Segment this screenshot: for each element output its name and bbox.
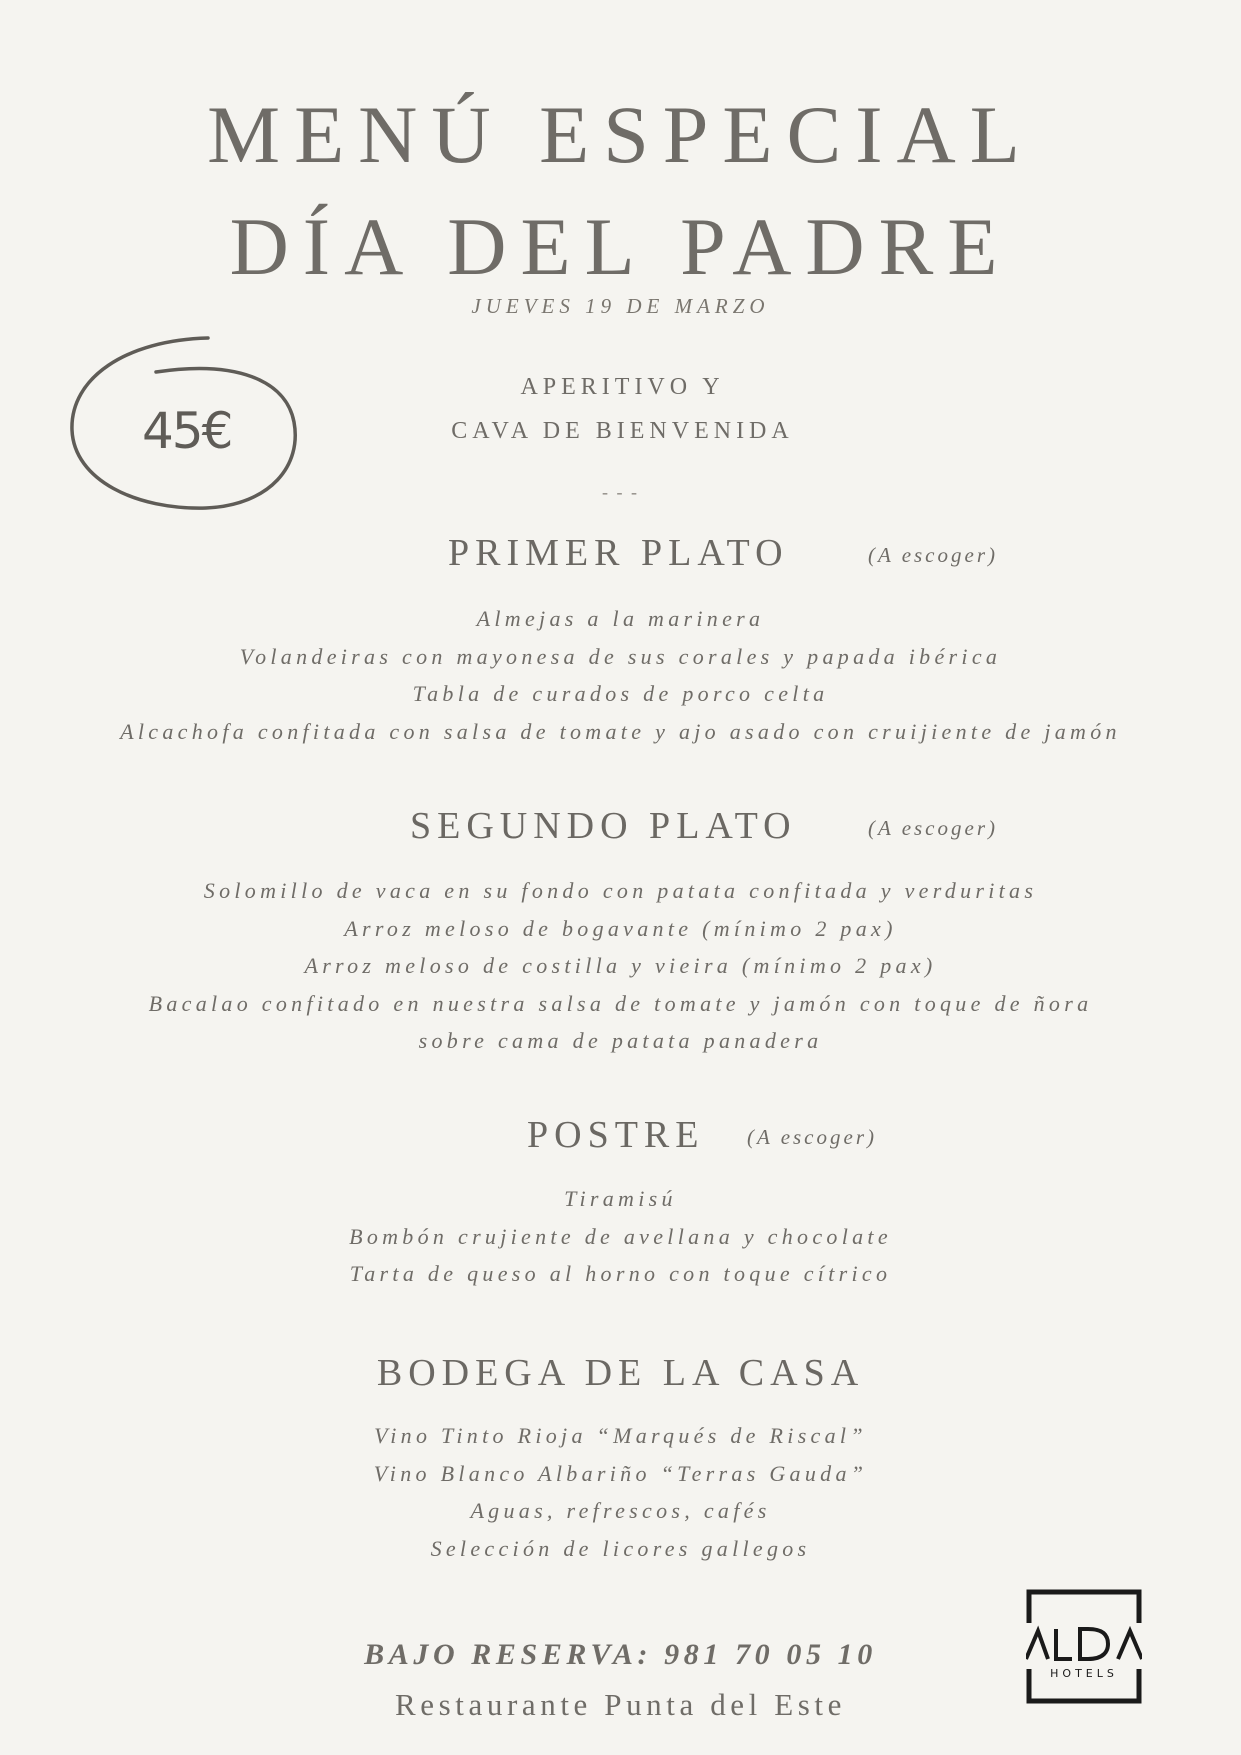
list-item: Arroz meloso de bogavante (mínimo 2 pax) bbox=[344, 915, 897, 941]
list-item: Bacalao confitado en nuestra salsa de tomate y jamón con toque de ñora bbox=[148, 990, 1093, 1016]
logo-subtitle: HOTELS bbox=[1050, 1667, 1118, 1680]
list-item: Vino Blanco Albariño “Terras Gauda” bbox=[373, 1460, 868, 1486]
postre-heading: POSTRE bbox=[527, 1114, 705, 1156]
list-item: Volandeiras con mayonesa de sus corales y papada ibérica bbox=[239, 643, 1002, 669]
list-item: Almejas a la marinera bbox=[476, 606, 765, 631]
reservation-phone: BAJO RESERVA: 981 70 05 10 bbox=[364, 1638, 877, 1671]
primer-plato-heading: PRIMER PLATO bbox=[448, 532, 789, 574]
alda-hotels-logo bbox=[1026, 1589, 1142, 1704]
segundo-plato-list bbox=[0, 872, 1241, 1060]
list-item: Solomillo de vaca en su fondo con patata confitada y verduritas bbox=[203, 878, 1038, 903]
event-date: JUEVES 19 DE MARZO bbox=[471, 294, 770, 318]
segundo-plato-heading: SEGUNDO PLATO bbox=[410, 805, 797, 847]
list-item: Tarta de queso al horno con toque cítrico bbox=[349, 1261, 892, 1286]
aperitivo-line-2: CAVA DE BIENVENIDA bbox=[451, 418, 794, 444]
restaurant-name: Restaurante Punta del Este bbox=[394, 1687, 847, 1722]
segundo-plato-note: (A escoger) bbox=[868, 816, 998, 840]
list-item: Arroz meloso de costilla y vieira (mínimo 2 pax) bbox=[304, 953, 937, 978]
bodega-list bbox=[0, 1417, 1241, 1567]
bodega-heading: BODEGA DE LA CASA bbox=[376, 1352, 865, 1394]
logo-frame-icon bbox=[1026, 1589, 1142, 1704]
list-item: Bombón crujiente de avellana y chocolate bbox=[349, 1223, 892, 1249]
list-item: sobre cama de patata panadera bbox=[418, 1028, 823, 1053]
postre-note: (A escoger) bbox=[747, 1125, 877, 1149]
list-item: Tiramisú bbox=[564, 1186, 677, 1211]
price-label: 45€ bbox=[142, 402, 232, 460]
postre-list bbox=[0, 1180, 1241, 1293]
title-line-1: MENÚ ESPECIAL bbox=[207, 89, 1034, 180]
primer-plato-note: (A escoger) bbox=[868, 543, 998, 567]
aperitivo-line-1: APERITIVO Y bbox=[520, 374, 725, 400]
list-item: Aguas, refrescos, cafés bbox=[470, 1498, 771, 1523]
list-item: Selección de licores gallegos bbox=[430, 1535, 811, 1561]
title-line-2: DÍA DEL PADRE bbox=[229, 201, 1012, 292]
primer-plato-list bbox=[0, 600, 1241, 750]
separator: - - - bbox=[602, 482, 639, 502]
list-item: Alcachofa confitada con salsa de tomate y ajo asado con cruijiente de jamón bbox=[120, 718, 1121, 744]
list-item: Tabla de curados de porco celta bbox=[412, 681, 829, 706]
list-item: Vino Tinto Rioja “Marqués de Riscal” bbox=[374, 1423, 867, 1448]
